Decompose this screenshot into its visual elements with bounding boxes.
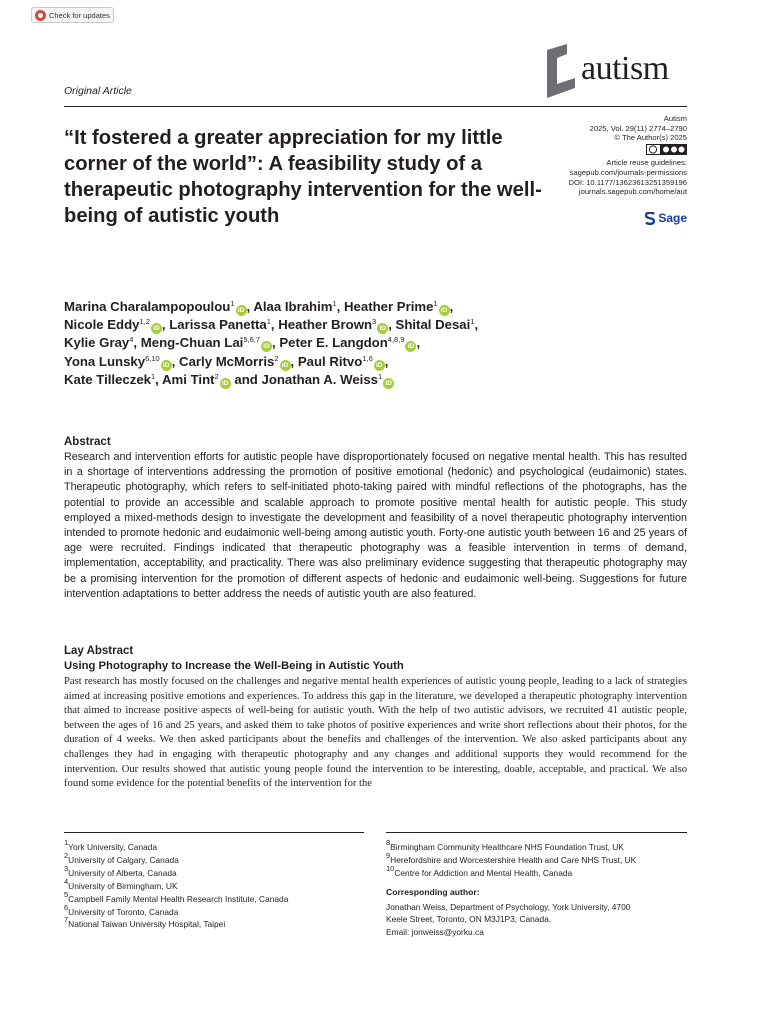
author-affiliation-ref: 1,2 <box>139 317 150 327</box>
author-separator: , <box>290 353 298 369</box>
affiliation-number: 8 <box>386 838 391 847</box>
affiliation-number: 6 <box>64 902 69 912</box>
author-separator: and <box>230 371 262 387</box>
author-name[interactable]: Paul Ritvo <box>297 353 363 369</box>
author-affiliation-ref: 1 <box>332 299 337 308</box>
affiliation-text: University of Toronto, Canada <box>68 906 179 917</box>
orcid-icon[interactable]: iD <box>220 378 231 389</box>
article-title: “It fostered a greater appreciation for my little corner of the world”: A feasibility study of a therapeutic photography intervention for the well-being of autistic youth <box>64 127 542 227</box>
author-separator: , <box>384 353 389 369</box>
lay-abstract-heading: Lay Abstract <box>64 645 134 657</box>
orcid-icon[interactable]: iD <box>374 360 385 371</box>
affiliation <box>64 863 288 880</box>
meta-volume: 2025, Vol. 29(11) 2774–2790 <box>589 123 687 133</box>
author-affiliation-ref: 2 <box>214 371 219 381</box>
orcid-icon[interactable]: iD <box>236 305 247 316</box>
header-divider <box>64 106 687 107</box>
crossmark-icon <box>35 10 46 21</box>
corresponding-email[interactable]: Email: jonweiss@yorku.ca <box>386 926 484 937</box>
affiliation-text: Birmingham Community Healthcare NHS Foundation Trust, UK <box>390 842 624 852</box>
author-name[interactable]: Marina Charalampopoulou <box>64 299 231 314</box>
affiliation-number: 9 <box>386 850 391 860</box>
author-name[interactable]: Kate Tilleczek <box>64 371 151 387</box>
cc-license-icon[interactable] <box>646 144 687 155</box>
author-separator: , <box>474 317 479 333</box>
lay-abstract-subheading: Using Photography to Increase the Well-Being in Autistic Youth <box>64 660 404 672</box>
author-name[interactable]: Heather Prime <box>344 299 434 314</box>
orcid-icon[interactable]: iD <box>405 341 416 352</box>
corresponding-heading: Corresponding author: <box>386 887 480 897</box>
author-name[interactable]: Carly McMorris <box>179 353 275 369</box>
affiliation <box>386 850 637 867</box>
orcid-icon[interactable]: iD <box>261 341 272 352</box>
author-separator: , <box>133 335 141 351</box>
affiliation-number: 4 <box>64 876 69 886</box>
author-affiliation-ref: 1 <box>378 371 383 381</box>
author-name[interactable]: Heather Brown <box>278 317 373 333</box>
affiliation-text: National Taiwan University Hospital, Taipei <box>68 919 226 930</box>
journal-mark-icon <box>545 44 585 100</box>
affiliation-text: University of Birmingham, UK <box>68 880 178 891</box>
author-name[interactable]: Shital Desai <box>395 317 471 333</box>
orcid-icon[interactable]: iD <box>377 323 388 334</box>
article-type: Original Article <box>64 85 132 97</box>
affiliation-number: 5 <box>64 889 69 899</box>
orcid-icon[interactable]: iD <box>439 305 450 316</box>
affiliation-text: University of Alberta, Canada <box>68 867 177 878</box>
author-separator: , <box>270 317 279 333</box>
affiliation-number: 7 <box>64 915 69 925</box>
check-for-updates-button[interactable] <box>31 7 114 23</box>
author-line <box>64 298 704 316</box>
author-affiliation-ref: 1 <box>433 299 438 308</box>
author-name[interactable]: Peter E. Langdon <box>279 335 388 351</box>
affiliation-text: Campbell Family Mental Health Research Institute, Canada <box>68 893 289 904</box>
affiliation-number: 3 <box>64 863 69 873</box>
author-affiliation-ref: 4 <box>129 335 134 345</box>
author-affiliation-ref: 1 <box>151 371 156 381</box>
author-name[interactable]: Jonathan A. Weiss <box>261 371 379 387</box>
affiliation <box>64 889 289 906</box>
meta-permissions-link[interactable]: sagepub.com/journals-permissions <box>569 167 687 177</box>
meta-reuse: Article reuse guidelines: <box>606 158 687 168</box>
author-name[interactable]: Kylie Gray <box>64 335 130 351</box>
corresponding-line: Jonathan Weiss, Department of Psychology, York University, 4700 <box>386 902 631 912</box>
affiliation-number: 2 <box>64 850 69 860</box>
affiliation <box>64 876 288 893</box>
author-line <box>64 353 704 371</box>
check-for-updates-label: Check for updates <box>49 10 110 20</box>
publisher-logo <box>645 211 687 225</box>
corresponding-line: Keele Street, Toronto, ON M3J1P3, Canada. <box>386 914 552 925</box>
author-line <box>64 334 704 352</box>
author-name[interactable]: Meng-Chuan Lai <box>140 335 244 351</box>
meta-copyright: © The Author(s) 2025 <box>614 133 687 143</box>
corresponding-details <box>386 901 630 938</box>
affiliations-left <box>64 838 289 931</box>
affiliation-text: University of Calgary, Canada <box>68 854 179 865</box>
affiliation-text: York University, Canada <box>68 842 158 852</box>
author-separator: , <box>171 353 180 369</box>
affiliation <box>64 838 288 854</box>
orcid-icon[interactable]: iD <box>383 378 394 389</box>
author-affiliation-ref: 4,8,9 <box>387 335 405 345</box>
author-separator: , <box>161 317 170 333</box>
affiliations-right <box>386 838 637 880</box>
author-separator: , <box>246 299 254 314</box>
author-name[interactable]: Alaa Ibrahim <box>253 299 333 314</box>
author-affiliation-ref: 1,6 <box>362 353 373 363</box>
affiliation <box>64 915 288 931</box>
lay-abstract-text: Past research has mostly focused on the challenges and negative mental health experiences of autistic young people, leading to a lack of strategies aimed at increasing positive emotions and experiences. To address this gap in the literature, we developed a therapeutic photography intervention that aimed to increase positive aspects of well-being for autistic youth. With the help of two autistic advisors, we recruited 41 autistic people, between the ages of 16 and 25 years, and asked them to take photos of positive experiences and write short reflections about their photos, for the duration of 4 weeks. We then asked participants about the benefits and challenges of the intervention. We also asked participants about any challenges they had in engaging with therapeutic photography and any changes and additional supports they would recommend for the intervention. Our results showed that autistic young people found the intervention to be interesting, doable, acceptable, and practical. We also found some evidence for the potential benefits of the intervention for the <box>64 676 687 790</box>
orcid-icon[interactable]: iD <box>151 323 162 334</box>
author-separator: , <box>155 371 163 387</box>
author-separator: , <box>449 299 454 314</box>
author-affiliation-ref: 2 <box>274 353 279 363</box>
journal-logo <box>545 44 690 100</box>
abstract-heading: Abstract <box>64 436 111 448</box>
author-list <box>64 298 704 389</box>
affiliation <box>64 902 288 919</box>
author-name[interactable]: Yona Lunsky <box>64 353 146 369</box>
meta-doi[interactable]: DOI: 10.1177/13623613251359196 <box>568 177 687 187</box>
affiliation <box>386 863 636 880</box>
meta-homepage-link[interactable]: journals.sagepub.com/home/aut <box>578 187 687 197</box>
abstract-text: Research and intervention efforts for autistic people have disproportionately focused on negative mental health. This has resulted in a shortage of interventions addressing the promotion of positive emotional (hedonic) and psychological (eudaimonic) states. Therapeutic photography, which refers to self-initiated photo-taking paired with mindful reflections of the photographs, has the potential to provide an accessible and scalable approach to promote positive mental health for autistic people. This study employed a mixed-methods design to investigate the development and feasibility of a novel therapeutic photography intervention intended to promote hedonic and eudaimonic well-being among autistic youth. Forty-one autistic youth between 16 and 25 years of age were recruited. Findings indicated that therapeutic photography was a feasible intervention in terms of demand, implementation, acceptability, and practicality. There was also preliminary evidence suggesting that therapeutic photography may be a promising intervention for the promotion of different aspects of hedonic and eudaimonic well-being. Suggestions for future intervention adaptations to better address the needs of autistic youth are also featured. <box>64 451 687 600</box>
orcid-icon[interactable]: iD <box>161 360 172 371</box>
affiliation <box>386 838 636 854</box>
author-name[interactable]: Ami Tint <box>162 371 215 387</box>
author-line <box>64 371 704 389</box>
author-separator: , <box>416 335 421 351</box>
orcid-icon[interactable]: iD <box>280 360 291 371</box>
author-affiliation-ref: 1 <box>470 317 475 327</box>
affiliation-text: Centre for Addiction and Mental Health, Canada <box>394 867 573 878</box>
author-separator: , <box>388 317 396 333</box>
author-name[interactable]: Larissa Panetta <box>169 317 267 333</box>
author-affiliation-ref: 3 <box>372 317 377 327</box>
publisher-name: Sage <box>658 211 687 225</box>
sage-icon <box>645 212 655 225</box>
author-affiliation-ref: 5,6,7 <box>243 335 261 345</box>
author-name[interactable]: Nicole Eddy <box>64 317 140 333</box>
affiliation-number: 1 <box>64 838 69 847</box>
affiliation-text: Herefordshire and Worcestershire Health and Care NHS Trust, UK <box>390 854 637 865</box>
author-affiliation-ref: 1 <box>266 317 271 327</box>
footnote-divider-left <box>64 832 364 833</box>
author-affiliation-ref: 1 <box>230 299 235 308</box>
author-affiliation-ref: 6,10 <box>145 353 160 363</box>
journal-name: autism <box>581 50 669 87</box>
author-line <box>64 316 704 334</box>
affiliation <box>64 850 288 867</box>
footnote-divider-right <box>386 832 687 833</box>
author-separator: , <box>336 299 344 314</box>
affiliation-number: 10 <box>386 863 395 873</box>
author-separator: , <box>272 335 280 351</box>
meta-journal: Autism <box>663 114 687 123</box>
